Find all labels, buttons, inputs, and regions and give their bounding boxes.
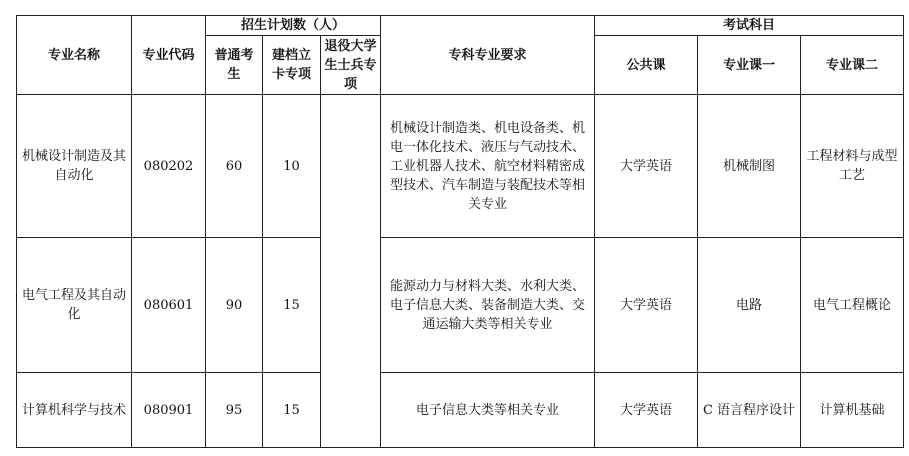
requirement-cell: 能源动力与材料大类、水利大类、电子信息大类、装备制造大类、交通运输大类等相关专业	[381, 238, 595, 373]
header-exam-major2: 专业课二	[801, 36, 904, 95]
major-course-2-cell: 电气工程概论	[801, 238, 904, 373]
enrollment-plan-table	[16, 15, 904, 448]
public-course-cell: 大学英语	[595, 238, 698, 373]
header-plan-veteran: 退役大学生士兵专项	[321, 36, 381, 95]
table-row	[17, 238, 904, 373]
header-row-1	[17, 16, 904, 36]
table-row	[17, 95, 904, 238]
header-major-code: 专业代码	[132, 16, 206, 95]
header-exam-major1: 专业课一	[698, 36, 801, 95]
major-name-cell: 电气工程及其自动化	[17, 238, 132, 373]
major-code-cell: 080601	[132, 238, 206, 373]
major-course-1-cell: 机械制图	[698, 95, 801, 238]
public-course-cell: 大学英语	[595, 373, 698, 448]
public-course-cell: 大学英语	[595, 95, 698, 238]
plan-general-cell: 90	[206, 238, 263, 373]
plan-card-cell: 15	[263, 238, 321, 373]
major-code-cell: 080202	[132, 95, 206, 238]
requirement-cell: 机械设计制造类、机电设备类、机电一体化技术、液压与气动技术、工业机器人技术、航空材料精密成型技术、汽车制造与装配技术等相关专业	[381, 95, 595, 238]
major-course-1-cell: C 语言程序设计	[698, 373, 801, 448]
plan-veteran-cell	[321, 95, 381, 448]
major-course-2-cell: 工程材料与成型工艺	[801, 95, 904, 238]
header-requirement: 专科专业要求	[381, 16, 595, 95]
plan-general-cell: 95	[206, 373, 263, 448]
plan-card-cell: 15	[263, 373, 321, 448]
table-row	[17, 373, 904, 448]
header-plan-group: 招生计划数（人）	[206, 16, 381, 36]
major-name-cell: 计算机科学与技术	[17, 373, 132, 448]
header-exam-public: 公共课	[595, 36, 698, 95]
major-course-2-cell: 计算机基础	[801, 373, 904, 448]
header-major-name: 专业名称	[17, 16, 132, 95]
header-exam-group: 考试科目	[595, 16, 904, 36]
requirement-cell: 电子信息大类等相关专业	[381, 373, 595, 448]
major-code-cell: 080901	[132, 373, 206, 448]
major-course-1-cell: 电路	[698, 238, 801, 373]
plan-card-cell: 10	[263, 95, 321, 238]
header-plan-general: 普通考生	[206, 36, 263, 95]
major-name-cell: 机械设计制造及其自动化	[17, 95, 132, 238]
plan-general-cell: 60	[206, 95, 263, 238]
header-plan-card: 建档立卡专项	[263, 36, 321, 95]
